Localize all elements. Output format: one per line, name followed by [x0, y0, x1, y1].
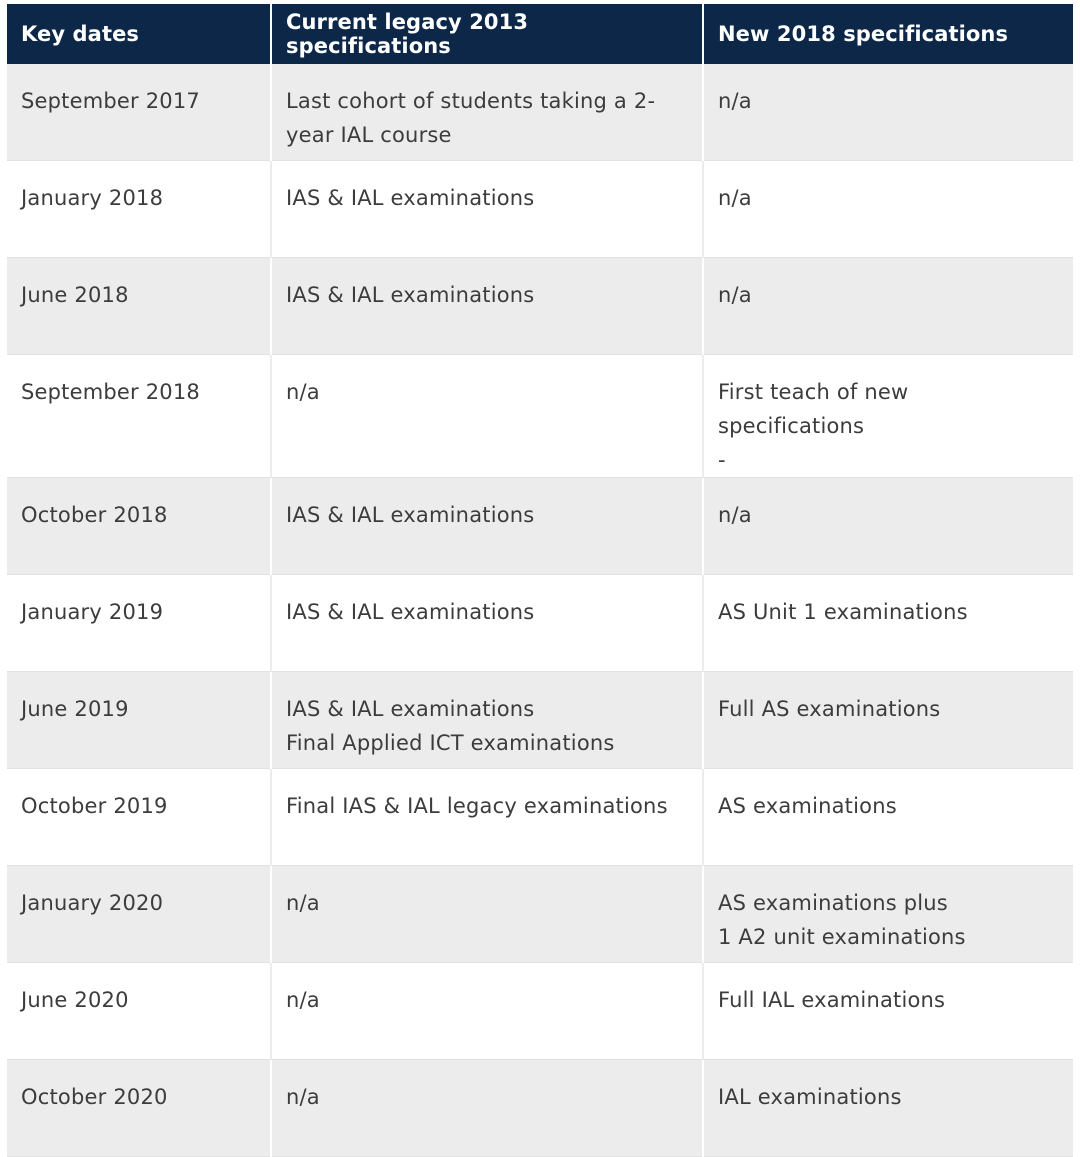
- table-row: [7, 64, 1073, 161]
- key-dates-table: [7, 4, 1073, 1157]
- date-cell: June 2020: [7, 963, 271, 1060]
- legacy-line: n/a: [286, 988, 320, 1012]
- new-cell: [703, 866, 1073, 963]
- date-cell: October 2018: [7, 478, 271, 575]
- legacy-cell: [271, 161, 703, 258]
- date-cell: January 2018: [7, 161, 271, 258]
- date-cell: October 2020: [7, 1060, 271, 1157]
- new-line: Full IAL examinations: [718, 988, 946, 1012]
- legacy-line: year IAL course: [286, 123, 452, 147]
- new-cell: [703, 575, 1073, 672]
- table-row: [7, 1060, 1073, 1157]
- new-line: n/a: [718, 503, 752, 527]
- table-row: [7, 672, 1073, 769]
- legacy-line: IAS & IAL examinations: [286, 503, 535, 527]
- legacy-line: IAS & IAL examinations: [286, 600, 535, 624]
- header-new-2018: New 2018 specifications: [703, 4, 1073, 64]
- table-row: [7, 478, 1073, 575]
- legacy-cell: [271, 575, 703, 672]
- date-cell: June 2018: [7, 258, 271, 355]
- table-body: [7, 64, 1073, 1157]
- new-line: AS examinations: [718, 794, 897, 818]
- date-cell: June 2019: [7, 672, 271, 769]
- new-line: n/a: [718, 89, 752, 113]
- date-cell: October 2019: [7, 769, 271, 866]
- legacy-cell: [271, 866, 703, 963]
- legacy-line: IAS & IAL examinations: [286, 283, 535, 307]
- new-line: n/a: [718, 186, 752, 210]
- new-line: Full AS examinations: [718, 697, 941, 721]
- table-row: [7, 258, 1073, 355]
- legacy-cell: [271, 478, 703, 575]
- table-row: [7, 161, 1073, 258]
- key-dates-table-container: [7, 4, 1073, 1157]
- new-cell: [703, 963, 1073, 1060]
- legacy-line: n/a: [286, 891, 320, 915]
- new-cell: [703, 1060, 1073, 1157]
- legacy-cell: [271, 769, 703, 866]
- new-line: n/a: [718, 283, 752, 307]
- new-cell: [703, 161, 1073, 258]
- new-cell: [703, 478, 1073, 575]
- new-cell: [703, 258, 1073, 355]
- table-row: [7, 355, 1073, 478]
- date-cell: January 2020: [7, 866, 271, 963]
- legacy-cell: [271, 64, 703, 161]
- table-row: [7, 866, 1073, 963]
- new-cell: [703, 355, 1073, 478]
- legacy-cell: [271, 355, 703, 478]
- legacy-line: Final IAS & IAL legacy examinations: [286, 794, 668, 818]
- legacy-line: Last cohort of students taking a 2-: [286, 89, 656, 113]
- new-line: First teach of new specifications: [718, 380, 909, 438]
- table-row: [7, 769, 1073, 866]
- legacy-line: n/a: [286, 1085, 320, 1109]
- header-row: [7, 4, 1073, 64]
- header-legacy-2013: Current legacy 2013 specifications: [271, 4, 703, 64]
- new-cell: [703, 672, 1073, 769]
- legacy-line: n/a: [286, 380, 320, 404]
- legacy-cell: [271, 672, 703, 769]
- legacy-cell: [271, 258, 703, 355]
- new-line: 1 A2 unit examinations: [718, 925, 966, 949]
- legacy-cell: [271, 1060, 703, 1157]
- new-line: -: [718, 448, 726, 472]
- legacy-line: IAS & IAL examinations: [286, 186, 535, 210]
- legacy-cell: [271, 963, 703, 1060]
- legacy-line: Final Applied ICT examinations: [286, 731, 615, 755]
- table-row: [7, 575, 1073, 672]
- new-line: AS Unit 1 examinations: [718, 600, 968, 624]
- date-cell: September 2017: [7, 64, 271, 161]
- date-cell: January 2019: [7, 575, 271, 672]
- date-cell: September 2018: [7, 355, 271, 478]
- new-line: AS examinations plus: [718, 891, 948, 915]
- header-key-dates: Key dates: [7, 4, 271, 64]
- table-row: [7, 963, 1073, 1060]
- table-header: [7, 4, 1073, 64]
- new-cell: [703, 769, 1073, 866]
- new-cell: [703, 64, 1073, 161]
- new-line: IAL examinations: [718, 1085, 902, 1109]
- legacy-line: IAS & IAL examinations: [286, 697, 535, 721]
